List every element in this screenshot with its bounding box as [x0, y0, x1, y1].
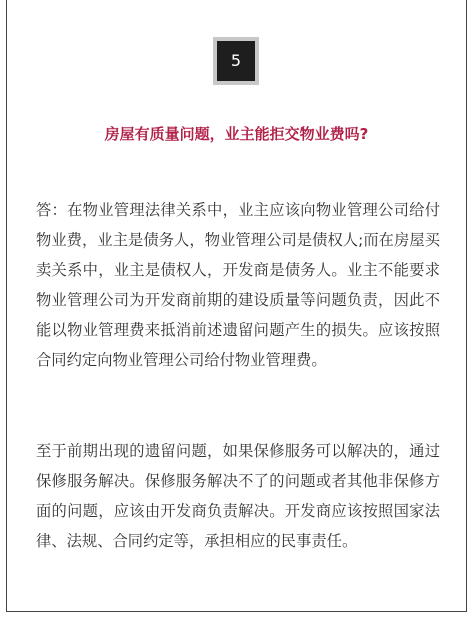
- answer-paragraph-2: 至于前期出现的遗留问题，如果保修服务可以解决的，通过保修服务解决。保修服务解决不了的问题或者其他非保修方面的问题，应该由开发商负责解决。开发商应该按照国家法律、法规、合同约定等，承担相应的民事责任。: [36, 442, 440, 550]
- question-title: 房屋有质量问题，业主能拒交物业费吗?: [104, 125, 369, 143]
- answer-paragraph-1: 答：在物业管理法律关系中，业主应该向物业管理公司给付物业费，业主是债务人，物业管理公司是债权人;而在房屋买卖关系中，业主是债权人，开发商是债务人。业主不能要求物业管理公司为开发商前期的建设质量等问题负责，因此不能以物业管理费来抵消前述遗留问题产生的损失。应该按照合同约定向物业管理公司给付物业管理费。: [36, 201, 440, 369]
- number-badge: [213, 37, 259, 85]
- number-badge-label: 5: [217, 41, 255, 81]
